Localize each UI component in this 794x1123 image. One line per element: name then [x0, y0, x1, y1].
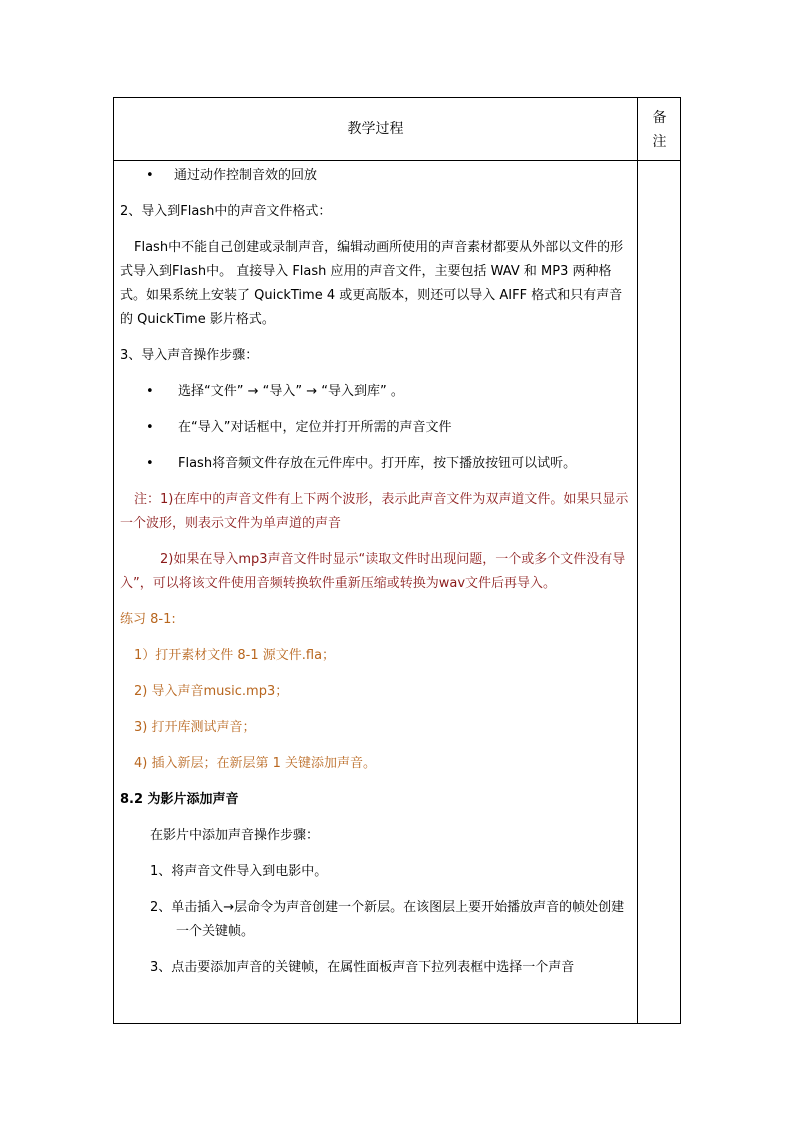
- header-divider: [114, 160, 680, 161]
- bullet-dot: •: [146, 168, 154, 183]
- section-title: 3、导入声音操作步骤：: [120, 348, 259, 363]
- bullet-dot: •: [146, 420, 154, 435]
- column-divider: [637, 98, 638, 1023]
- exercise-item: 2) 导入声音music.mp3；: [134, 684, 289, 699]
- exercise-item: 3) 打开库测试声音；: [134, 720, 256, 735]
- note-paragraph: 2)如果在导入mp3声音文件时显示“读取文件时出现问题，一个或多个文件没有导入”，可以将该文件使用音频转换软件重新压缩或转换为wav文件后再导入。: [120, 552, 626, 591]
- section-paragraph: Flash中不能自己创建或录制声音，编辑动画所使用的声音素材都要从外部以文件的形式导入到Flash中。 直接导入 Flash 应用的声音文件，主要包括 WAV 和 MP3 两种格式。如果系统上安装了 QuickTime 4 或更高版本，则还可以导入 AIFF 格式和只有声音的 QuickTime 影片格式。: [120, 240, 624, 327]
- bullet-dot: •: [146, 456, 154, 471]
- section-title: 2、导入到Flash中的声音文件格式：: [120, 204, 332, 219]
- bullet-item: • 选择“文件” → “导入” → “导入到库” 。: [120, 380, 632, 404]
- bullet-item: • Flash将音频文件存放在元件库中。打开库，按下播放按钮可以试听。: [120, 452, 632, 476]
- lesson-table: [113, 97, 681, 1024]
- bullet-item: • 在“导入”对话框中，定位并打开所需的声音文件: [120, 416, 632, 440]
- step-item: 2、单击插入→层命令为声音创建一个新层。在该图层上要开始播放声音的帧处创建一个关键帧。: [150, 900, 625, 939]
- lesson-content: [120, 164, 632, 980]
- step-item: 1、将声音文件导入到电影中。: [150, 864, 328, 879]
- section-heading: 8.2 为影片添加声音: [120, 792, 239, 807]
- section-intro: 在影片中添加声音操作步骤：: [150, 828, 320, 843]
- exercise-item: 1）打开素材文件 8-1 源文件.fla；: [134, 648, 336, 663]
- bullet-dot: •: [146, 384, 154, 399]
- step-item: 3、点击要添加声音的关键帧，在属性面板声音下拉列表框中选择一个声音: [150, 960, 575, 975]
- note-paragraph: 注：1)在库中的声音文件有上下两个波形，表示此声音文件为双声道文件。如果只显示一个波形，则表示文件为单声道的声音: [120, 492, 629, 531]
- header-title: 教学过程: [347, 121, 404, 137]
- exercise-title: 练习 8-1:: [120, 612, 176, 627]
- header-note: 备 注: [652, 110, 667, 150]
- exercise-item: 4) 插入新层；在新层第 1 关键添加声音。: [134, 756, 377, 771]
- bullet-item: • 通过动作控制音效的回放: [120, 164, 632, 188]
